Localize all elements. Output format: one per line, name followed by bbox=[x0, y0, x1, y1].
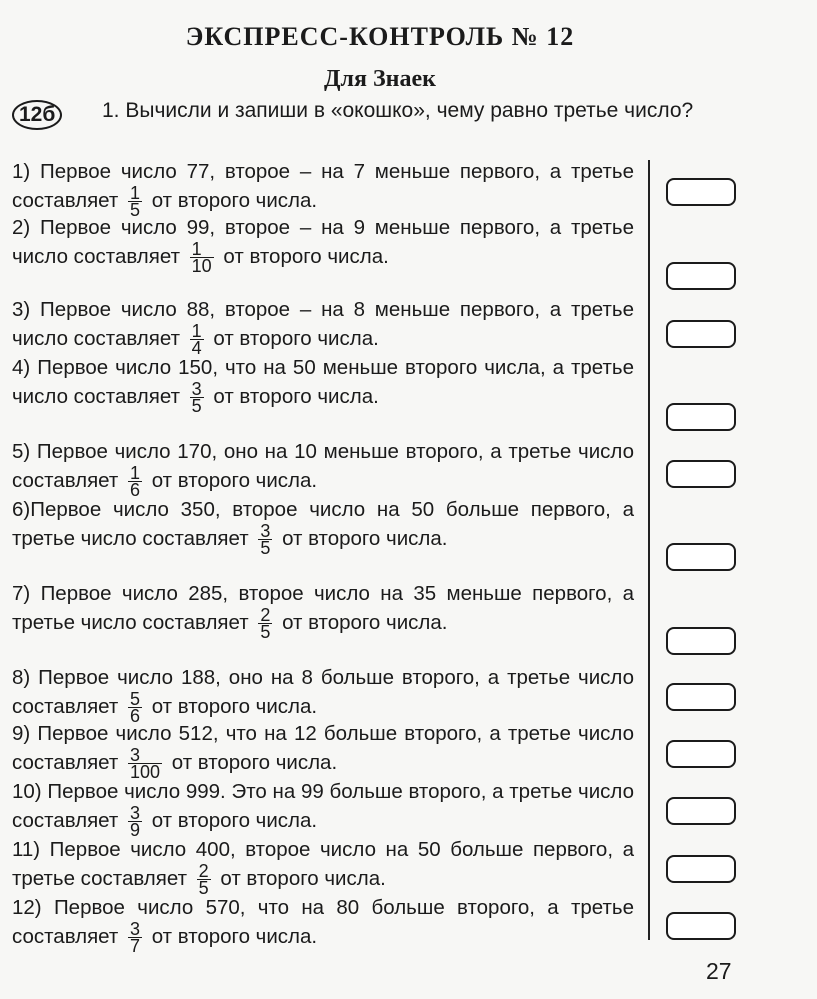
problem-item-4 bbox=[12, 354, 634, 414]
problem-text: 3) Первое число 88, второе – на 8 меньше первого, а третье число составляет bbox=[12, 298, 634, 350]
fraction-numerator: 2 bbox=[198, 861, 209, 881]
problem-tail: от второго числа. bbox=[151, 694, 318, 718]
problem-text: 11) Первое число 400, второе число на 50 больше первого, а третье составляет bbox=[12, 838, 634, 890]
fraction-denominator: 10 bbox=[191, 256, 212, 276]
answer-box-7[interactable] bbox=[666, 627, 736, 655]
page-subtitle: Для Знаек bbox=[324, 66, 436, 92]
problem-tail: от второго числа. bbox=[282, 610, 448, 634]
fraction bbox=[190, 241, 214, 274]
fraction-denominator: 5 bbox=[260, 622, 271, 642]
task-text: 1. Вычисли и запиши в «окошко», чему равно третье число? bbox=[102, 99, 694, 122]
problem-tail: от второго числа. bbox=[223, 244, 389, 268]
fraction bbox=[197, 863, 211, 896]
fraction-denominator: 7 bbox=[130, 936, 141, 956]
answer-column-divider bbox=[648, 160, 650, 940]
problem-text: 9) Первое число 512, что на 12 больше второго, а третье число составляет bbox=[12, 722, 634, 774]
problem-tail: от второго числа. bbox=[151, 808, 318, 832]
problem-text: 5) Первое число 170, оно на 10 меньше второго, а третье число составляет bbox=[12, 440, 634, 492]
problem-text: 7) Первое число 285, второе число на 35 меньше первого, а третье число составляет bbox=[12, 582, 634, 634]
fraction-numerator: 3 bbox=[260, 521, 271, 541]
page-title: ЭКСПРЕСС-КОНТРОЛЬ № 12 bbox=[185, 22, 575, 51]
answer-box-12[interactable] bbox=[666, 912, 736, 940]
answer-box-8[interactable] bbox=[666, 683, 736, 711]
fraction-denominator: 5 bbox=[198, 878, 209, 898]
page-number: 27 bbox=[706, 958, 732, 984]
problem-item-5 bbox=[12, 438, 634, 498]
fraction-numerator: 3 bbox=[191, 379, 202, 399]
problem-tail: от второго числа. bbox=[151, 188, 318, 212]
fraction-numerator: 3 bbox=[128, 747, 162, 764]
problem-item-1 bbox=[12, 158, 634, 218]
problem-tail: от второго числа. bbox=[171, 750, 338, 774]
problem-item-8 bbox=[12, 664, 634, 724]
problem-item-10 bbox=[12, 778, 634, 838]
problem-text: 8) Первое число 188, оно на 8 больше второго, а третье число составляет bbox=[12, 666, 634, 718]
fraction-numerator: 3 bbox=[130, 919, 141, 939]
fraction-numerator: 5 bbox=[130, 689, 141, 709]
fraction bbox=[258, 607, 272, 640]
fraction bbox=[258, 523, 272, 556]
problem-item-7 bbox=[12, 580, 634, 640]
answer-box-6[interactable] bbox=[666, 543, 736, 571]
fraction bbox=[128, 465, 142, 498]
problem-item-3 bbox=[12, 296, 634, 356]
fraction bbox=[128, 747, 162, 780]
problem-tail: от второго числа. bbox=[282, 526, 448, 550]
fraction-numerator: 1 bbox=[130, 183, 141, 203]
fraction bbox=[190, 323, 204, 356]
problem-item-9 bbox=[12, 720, 634, 780]
fraction-denominator: 6 bbox=[130, 480, 141, 500]
problem-text: 2) Первое число 99, второе – на 9 меньше первого, а третье число составляет bbox=[12, 216, 634, 268]
problem-tail: от второго числа. bbox=[151, 468, 318, 492]
fraction-denominator: 5 bbox=[191, 396, 202, 416]
problem-text: 1) Первое число 77, второе – на 7 меньше первого, а третье составляет bbox=[12, 160, 634, 212]
fraction-numerator: 3 bbox=[130, 803, 141, 823]
fraction-numerator: 2 bbox=[260, 605, 271, 625]
problem-text: 12) Первое число 570, что на 80 больше второго, а третье составляет bbox=[12, 896, 634, 948]
problem-item-12 bbox=[12, 894, 634, 954]
problem-text: 4) Первое число 150, что на 50 меньше второго числа, а третье число составляет bbox=[12, 356, 634, 408]
fraction bbox=[128, 805, 142, 838]
fraction-numerator: 1 bbox=[190, 241, 214, 258]
fraction-numerator: 1 bbox=[130, 463, 141, 483]
answer-box-10[interactable] bbox=[666, 797, 736, 825]
problem-tail: от второго числа. bbox=[213, 326, 379, 350]
fraction-numerator: 1 bbox=[191, 321, 202, 341]
problem-tail: от второго числа. bbox=[220, 866, 386, 890]
fraction-denominator: 100 bbox=[130, 762, 161, 782]
fraction bbox=[128, 921, 142, 954]
task-badge: 12б bbox=[12, 100, 62, 130]
answer-box-3[interactable] bbox=[666, 320, 736, 348]
problem-tail: от второго числа. bbox=[213, 384, 379, 408]
answer-box-5[interactable] bbox=[666, 460, 736, 488]
answer-box-11[interactable] bbox=[666, 855, 736, 883]
answer-box-9[interactable] bbox=[666, 740, 736, 768]
answer-box-1[interactable] bbox=[666, 178, 736, 206]
problem-item-11 bbox=[12, 836, 634, 896]
fraction-denominator: 6 bbox=[130, 706, 141, 726]
problem-text: 10) Первое число 999. Это на 99 больше второго, а третье число составляет bbox=[12, 780, 634, 832]
fraction bbox=[190, 381, 204, 414]
answer-box-4[interactable] bbox=[666, 403, 736, 431]
problem-tail: от второго числа. bbox=[151, 924, 318, 948]
fraction-denominator: 5 bbox=[260, 538, 271, 558]
fraction-denominator: 4 bbox=[191, 338, 202, 358]
problem-item-2 bbox=[12, 214, 634, 274]
answer-box-2[interactable] bbox=[666, 262, 736, 290]
problem-item-6 bbox=[12, 496, 634, 556]
fraction-denominator: 9 bbox=[130, 820, 141, 840]
fraction-denominator: 5 bbox=[130, 200, 141, 220]
problem-text: 6)Первое число 350, второе число на 50 больше первого, а третье число составляет bbox=[12, 498, 634, 550]
